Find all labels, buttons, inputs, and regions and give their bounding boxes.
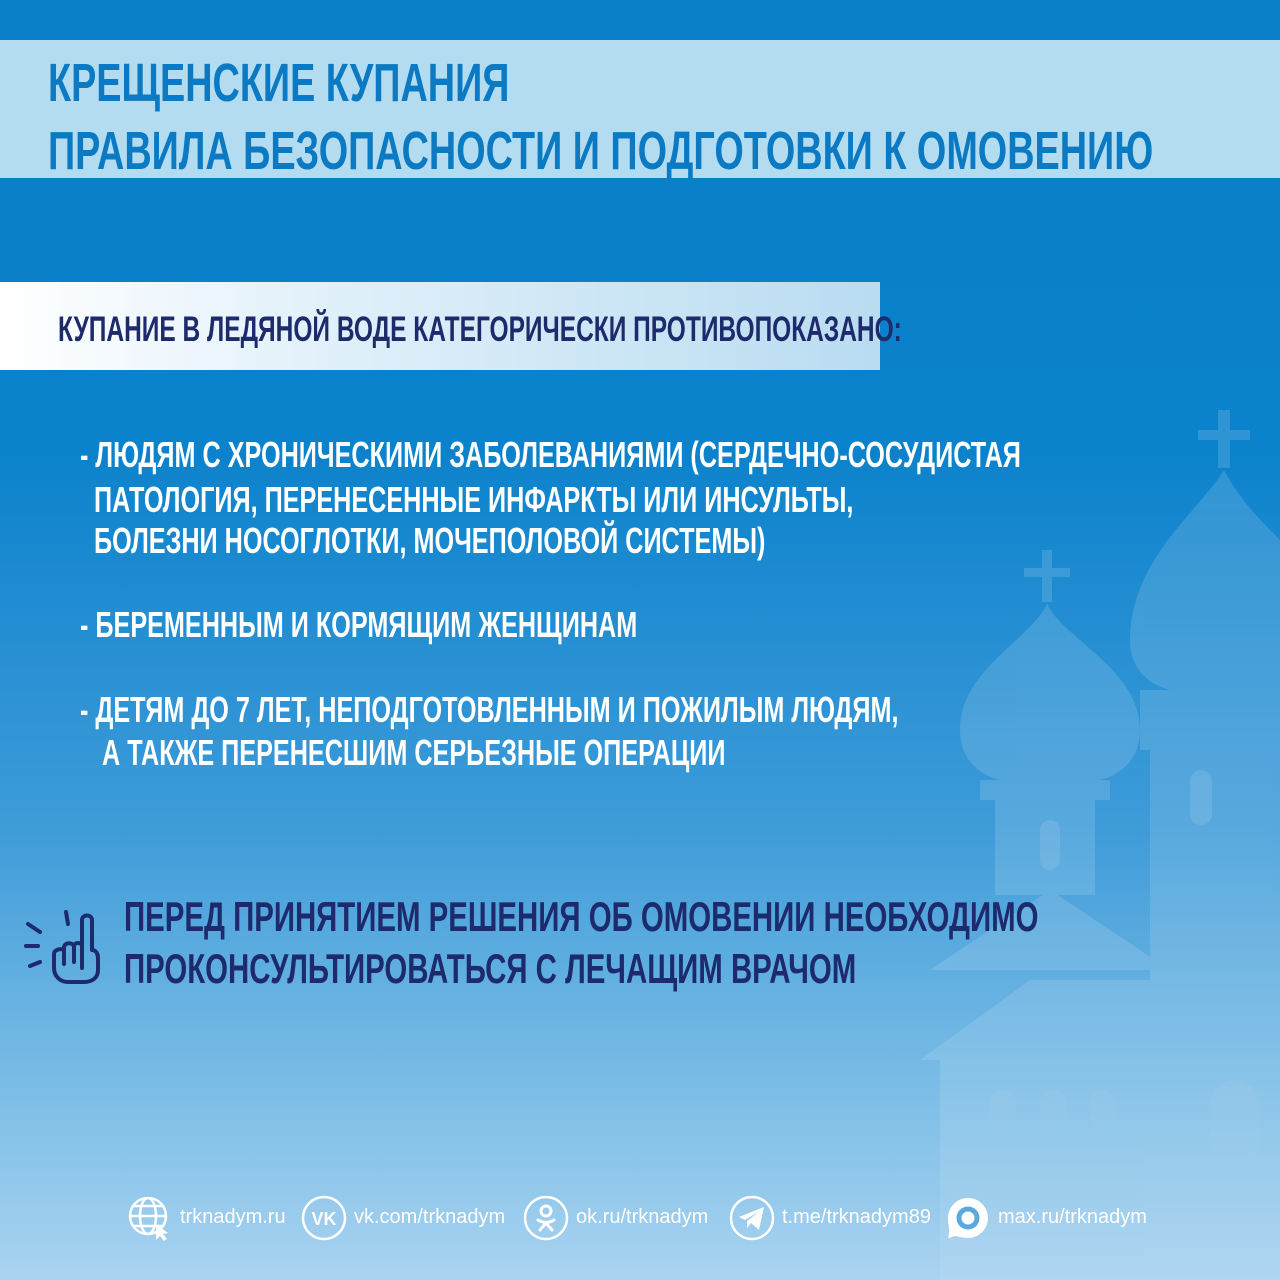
list-item [102, 732, 993, 773]
odnoklassniki-icon [522, 1194, 570, 1242]
list-item [94, 479, 1179, 520]
list-item-text: ПАТОЛОГИЯ, ПЕРЕНЕСЕННЫЕ ИНФАРКТЫ ИЛИ ИНСУЛЬТЫ, [94, 479, 854, 520]
svg-text:VK: VK [311, 1209, 337, 1229]
list-item-text: - ДЕТЯМ ДО 7 ЛЕТ, НЕПОДГОТОВЛЕННЫМ И ПОЖИЛЫМ ЛЮДЯМ, [80, 689, 899, 730]
max-icon [944, 1194, 992, 1242]
vk-link[interactable]: VK vk.com/trknadym [300, 1190, 515, 1246]
list-item [80, 434, 1280, 475]
telegram-link[interactable]: t.me/trknadym89 [728, 1190, 943, 1246]
vk-icon [300, 1194, 348, 1242]
header-band [0, 40, 1280, 181]
subtitle-banner [0, 282, 902, 370]
subtitle-text: КУПАНИЕ В ЛЕДЯНОЙ ВОДЕ КАТЕГОРИЧЕСКИ ПРОТИВОПОКАЗАНО: [58, 310, 902, 349]
odnoklassniki-link[interactable]: ok.ru/trknadym [522, 1190, 722, 1246]
list-item-text: - БЕРЕМЕННЫМ И КОРМЯЩИМ ЖЕНЩИНАМ [80, 604, 638, 645]
telegram-icon [728, 1194, 776, 1242]
website-link[interactable]: trknadym.ru [126, 1190, 296, 1246]
list-item [94, 520, 1053, 561]
page-title-line1: КРЕЩЕНСКИЕ КУПАНИЯ [48, 53, 510, 113]
list-item-text: - ЛЮДЯМ С ХРОНИЧЕСКИМИ ЗАБОЛЕВАНИЯМИ (СЕРДЕЧНО-СОСУДИСТАЯ [80, 434, 1021, 475]
footer-links [0, 1190, 1280, 1246]
page-title-line2: ПРАВИЛА БЕЗОПАСНОСТИ И ПОДГОТОВКИ К ОМОВЕНИЮ [48, 121, 1154, 181]
list-item [80, 689, 1249, 730]
note-line1: ПЕРЕД ПРИНЯТИЕМ РЕШЕНИЯ ОБ ОМОВЕНИИ НЕОБХОДИМО [124, 893, 1039, 940]
list-item [80, 604, 876, 645]
pointing-finger-icon [22, 904, 102, 984]
note-line2: ПРОКОНСУЛЬТИРОВАТЬСЯ С ЛЕЧАЩИМ ВРАЧОМ [124, 945, 857, 992]
max-link[interactable]: max.ru/trknadym [944, 1190, 1154, 1246]
list-item-text: БОЛЕЗНИ НОСОГЛОТКИ, МОЧЕПОЛОВОЙ СИСТЕМЫ) [94, 520, 766, 561]
list-item-text: А ТАКЖЕ ПЕРЕНЕСШИМ СЕРЬЕЗНЫЕ ОПЕРАЦИИ [102, 732, 726, 773]
globe-icon [126, 1194, 174, 1242]
